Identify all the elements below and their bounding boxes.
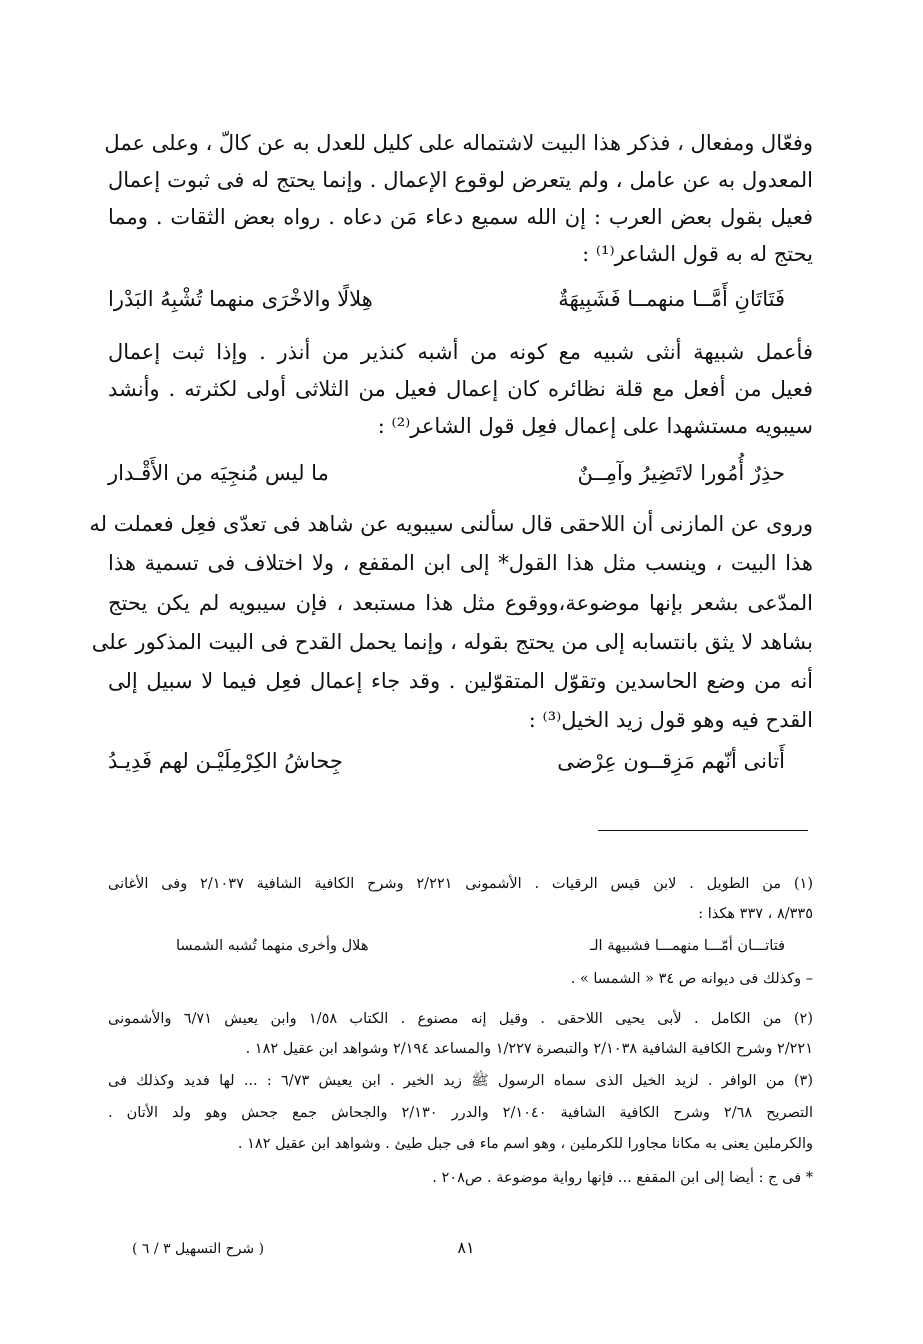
main-text-line: أنه من وضع الحاسدين وتقوّل المتقوّلين . وقد جاء إعمال فعِل فيما لا سبيل إلى: [108, 669, 813, 693]
verse-second-hemistich: جِحاشُ الكِرْمِلَيْـن لهم فَدِيـدُ: [108, 749, 343, 773]
signature-mark: ( شرح التسهيل ٣ / ٦ ): [132, 1241, 265, 1257]
main-text-line: المدّعى بشعر بإنها موضوعة،ووقوع مثل هذا مستبعد ، فإن سيبويه لم يكن يحتج: [108, 591, 813, 615]
main-text-line: المعدول به عن عامل ، ولم يتعرض لوقوع الإعمال . وإنما يحتج له فى ثبوت إعمال: [108, 168, 813, 192]
poem-verse: [108, 455, 813, 491]
verse-first-hemistich: فتاتـــان أمّـــا منهمـــا فشبيهة الـ: [589, 938, 785, 954]
main-text-line: فعيل من أفعل مع قلة نظائره كان إعمال فعيل من الثلاثى أولى لكثرته . وأنشد: [108, 377, 813, 401]
main-text-line: فعيل بقول بعض العرب : إن الله سميع دعاء مَن دعاه . رواه بعض الثقات . ومما: [108, 205, 813, 229]
footnote-verse: [108, 931, 813, 961]
page-number: ٨١: [457, 1238, 475, 1257]
footnote-line: * فى ج : أيضا إلى ابن المقفع ... فإنها رواية موضوعة . ص٢٠٨ .: [432, 1170, 813, 1186]
verse-first-hemistich: أَتانى أنّهم مَزِقــون عِرْضى: [557, 749, 785, 773]
main-text-line: القدح فيه وهو قول زيد الخيل⁽³⁾ :: [528, 708, 813, 732]
footnote-separator: [598, 830, 808, 831]
main-text-line: وفعّال ومفعال ، فذكر هذا البيت لاشتماله على كليل للعدل به عن كالّ ، وعلى عمل: [104, 131, 813, 155]
footnote-line: ٨/٣٣٥ ، ٣٣٧ هكذا :: [698, 906, 813, 922]
main-text-line: سيبويه مستشهدا على إعمال فعِل قول الشاعر⁽²⁾ :: [377, 414, 813, 438]
footnote-line: – وكذلك فى ديوانه ص ٣٤ « الشمسا » .: [570, 971, 813, 987]
footnote-line: (١) من الطويل . لابن قيس الرقيات . الأشمونى ٢/٢٢١ وشرح الكافية الشافية ٢/١٠٣٧ وفى الأغانى: [108, 876, 813, 892]
verse-first-hemistich: حذِرٌ أُمُورا لاتَضِيرُ وآمِــنٌ: [577, 461, 785, 485]
main-text-line: بشاهد لا يثق بانتسابه إلى من يحتج بقوله ، وإنما يحمل القدح فى البيت المذكور على: [91, 630, 813, 654]
poem-verse: [108, 743, 813, 779]
main-text-line: وروى عن المازنى أن اللاحقى قال سألنى سيبويه عن شاهد فى تعدّى فعِل فعملت له: [89, 512, 813, 536]
poem-verse: [108, 281, 813, 317]
footnote-line: والكرملين يعنى به مكانا مجاورا للكرملين ، وهو اسم ماء فى جبل طيئ . وشواهد ابن عقيل ١٨٢ .: [237, 1136, 813, 1152]
footnote-line: (٣) من الوافر . لزيد الخيل الذى سماه الرسول ﷺ زيد الخير . ابن يعيش ٦/٧٣ : ... لها فديد وكذلك فى: [108, 1073, 813, 1089]
footnote-line: (٢) من الكامل . لأبى يحيى اللاحقى . وقيل إنه مصنوع . الكتاب ١/٥٨ وابن يعيش ٦/٧١ والأشمونى: [108, 1011, 813, 1027]
main-text-line: هذا البيت ، وينسب مثل هذا القول* إلى ابن المقفع ، ولا اختلاف فى تسمية هذا: [108, 551, 813, 575]
verse-second-hemistich: هلال وأخرى منهما تُشبه الشمسا: [176, 938, 369, 954]
verse-first-hemistich: فَتَاتَانِ أَمَّــا منهمــا فَشَبِيهَةٌ: [558, 287, 785, 311]
verse-second-hemistich: هِلالًا والاخْرَى منهما تُشْبِهُ البَدْرا: [108, 287, 373, 311]
main-text-line: فأعمل شبيهة أنثى شبيه مع كونه من أشبه كنذير من أنذر . وإذا ثبت إعمال: [108, 340, 813, 364]
verse-second-hemistich: ما ليس مُنجِيَه من الأَقْـدار: [108, 461, 329, 485]
footnote-line: ٢/٢٢١ وشرح الكافية الشافية ٢/١٠٣٨ والتبصرة ١/٢٢٧ والمساعد ٢/١٩٤ وشواهد ابن عقيل ١٨٢ .: [245, 1041, 813, 1057]
main-text-line: يحتج له به قول الشاعر⁽¹⁾ :: [582, 242, 813, 266]
footnote-line: التصريح ٢/٦٨ وشرح الكافية الشافية ٢/١٠٤٠ والدرر ٢/١٣٠ والجحاش جمع جحش وهو ولد الأتان .: [108, 1105, 813, 1121]
